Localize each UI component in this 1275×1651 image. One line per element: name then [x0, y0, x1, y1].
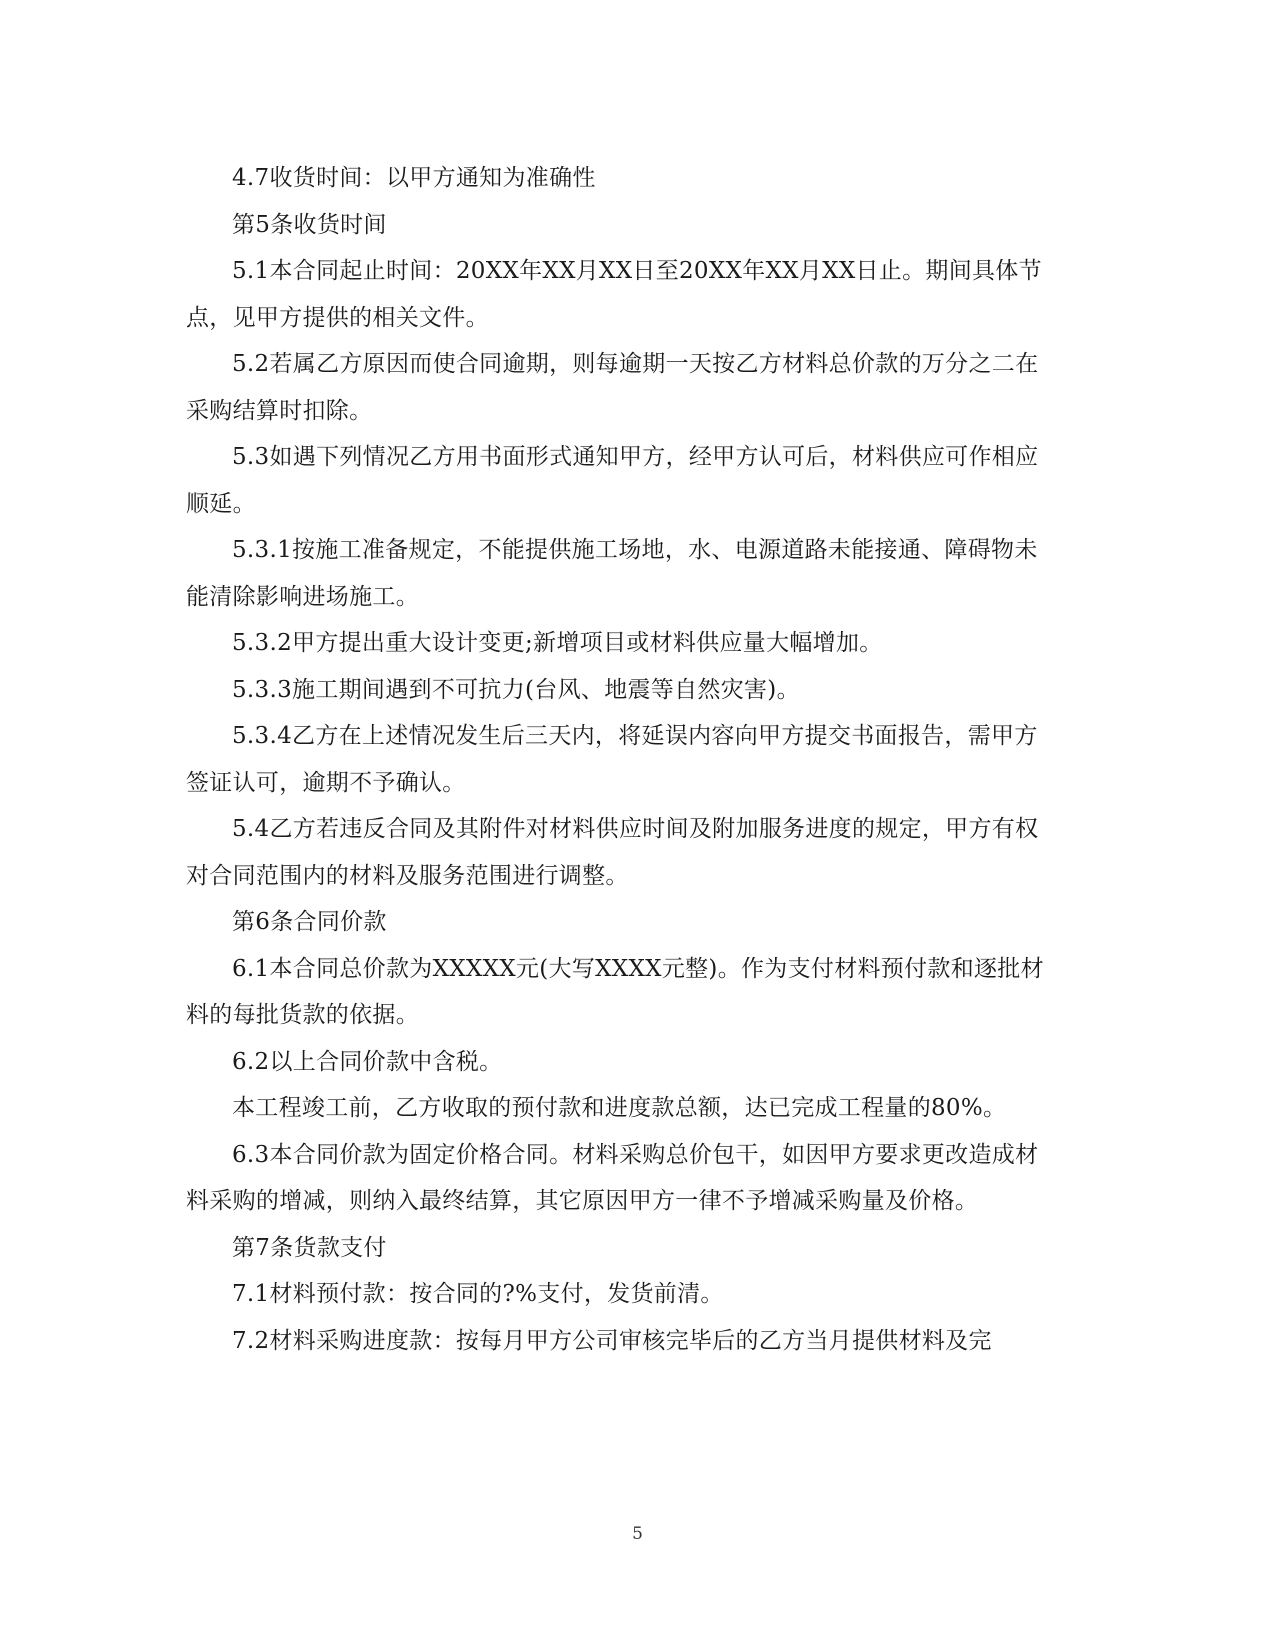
clause-7-2: 7.2材料采购进度款：按每月甲方公司审核完毕后的乙方当月提供材料及完: [232, 1327, 992, 1354]
clause-6-3: 6.3本合同价款为固定价格合同。材料采购总价包干，如因甲方要求更改造成材料采购的增减，则纳入最终结算，其它原因甲方一律不予增减采购量及价格。: [186, 1141, 1039, 1214]
article-5-heading: 第5条收货时间: [232, 211, 387, 238]
clause-5-3-1: 5.3.1按施工准备规定，不能提供施工场地，水、电源道路未能接通、障碍物未能清除影响进场施工。: [186, 537, 1038, 610]
clause-5-3-2: 5.3.2甲方提出重大设计变更;新增项目或材料供应量大幅增加。: [232, 630, 883, 656]
completion-payment-note: 本工程竣工前，乙方收取的预付款和进度款总额，达已完成工程量的80%。: [232, 1095, 1007, 1121]
clause-4-7: 4.7收货时间：以甲方通知为准确性: [232, 165, 596, 191]
article-6-heading: 第6条合同价款: [232, 909, 387, 935]
clause-5-3: 5.3如遇下列情况乙方用书面形式通知甲方，经甲方认可后，材料供应可作相应顺延。: [186, 444, 1039, 517]
clause-5-3-3: 5.3.3施工期间遇到不可抗力(台风、地震等自然灾害)。: [232, 676, 800, 703]
clause-6-1: 6.1本合同总价款为XXXXX元(大写XXXX元整)。作为支付材料预付款和逐批材料的每批货款的依据。: [186, 955, 1044, 1028]
clause-5-2: 5.2若属乙方原因而使合同逾期，则每逾期一天按乙方材料总价款的万分之二在采购结算时扣除。: [186, 351, 1039, 424]
page-number: 5: [632, 1524, 643, 1544]
clause-5-4: 5.4乙方若违反合同及其附件对材料供应时间及附加服务进度的规定，甲方有权对合同范围内的材料及服务范围进行调整。: [186, 816, 1039, 889]
document-body: [186, 155, 1056, 1364]
clause-5-1: 5.1本合同起止时间：20XX年XX月XX日至20XX年XX月XX日止。期间具体节点，见甲方提供的相关文件。: [186, 258, 1042, 331]
clause-7-1: 7.1材料预付款：按合同的?%支付，发货前清。: [232, 1281, 724, 1307]
clause-5-3-4: 5.3.4乙方在上述情况发生后三天内，将延误内容向甲方提交书面报告，需甲方签证认可，逾期不予确认。: [186, 723, 1038, 796]
article-7-heading: 第7条货款支付: [232, 1234, 387, 1261]
clause-6-2: 6.2以上合同价款中含税。: [232, 1048, 503, 1075]
